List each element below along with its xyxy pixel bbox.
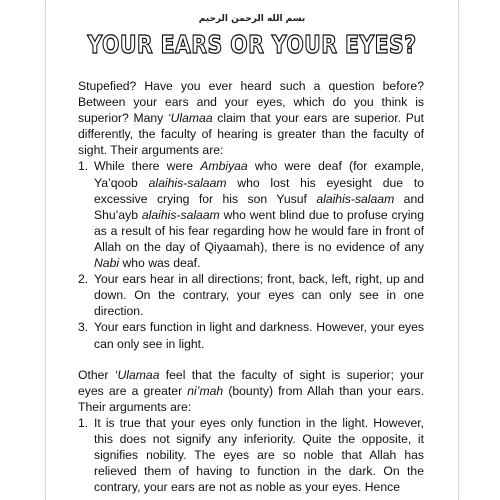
list-text: who was deaf. (119, 256, 201, 271)
list-text: who lost his eyesight due to excessive crying for his son Yusuf (94, 175, 424, 206)
eyes-arguments-list (78, 415, 424, 495)
list-number: 3. (78, 320, 89, 335)
list-text: who went blind due to profuse crying as a result of his fear regarding how he would fare in front of Allah on the day of Qiyaamah), there is no evidence of any (94, 207, 424, 254)
list-italic-term: Nabi (94, 256, 120, 271)
list-text: Your ears hear in all directions; front, back, left, right, up and down. On the contrary, your eyes can only see in one direction. (94, 272, 424, 319)
list-item (78, 158, 424, 271)
intro-text: Stupefied? Have you ever heard such a question before? Between your ears and your eyes, which do you think is superior? Many (78, 79, 424, 126)
intro-text-end: claim that your ears are superior. Put differently, the faculty of hearing is greater than the faculty of sight. Their arguments are: (78, 111, 424, 158)
bismillah-heading: بسم الله الرحمن الرحيم (198, 14, 306, 24)
list-text: While there were (94, 159, 201, 174)
list-text: Your ears function in light and darkness. However, your eyes can only see in light. (94, 320, 424, 351)
list-italic-term: alaihis-salaam (316, 191, 395, 206)
list-item (78, 319, 424, 351)
list-item (78, 415, 424, 495)
second-text: feel that the faculty of sight is superior; your eyes are a greater (78, 367, 424, 398)
intro-paragraph (78, 78, 424, 158)
second-italic-term: ‘Ulamaa (114, 367, 160, 382)
document-page (45, 0, 459, 500)
second-italic-term: ni’mah (187, 383, 224, 398)
list-item (78, 271, 424, 319)
list-text: It is true that your eyes only function in the light. However, this does not signify any inferiority. Quite the opposite, it signifies nobility. The eyes are so noble that Allah has relieved them of having to function in the dark. On the contrary, your ears are not as noble as your eyes. Hence (94, 415, 424, 495)
list-number: 1. (78, 415, 89, 430)
list-italic-term: Ambiyaa (200, 159, 248, 174)
article-body (78, 78, 424, 495)
second-text: (bounty) from Allah than your ears. Their arguments are: (78, 383, 425, 414)
second-paragraph (78, 367, 424, 415)
list-number: 2. (78, 272, 89, 287)
paragraph-spacer (78, 352, 424, 367)
list-italic-term: alaihis-salaam (148, 175, 227, 190)
intro-italic-term: ‘Ulamaa (167, 111, 213, 126)
list-text: and Shu’ayb (94, 191, 424, 222)
page-title: YOUR EARS OR YOUR EYES? (87, 30, 417, 59)
list-text: who were deaf (for example, Ya’qoob (94, 159, 424, 190)
second-text: Other (78, 367, 115, 382)
ears-arguments-list (78, 158, 424, 351)
list-number: 1. (78, 159, 89, 174)
list-italic-term: alaihis-salaam (141, 207, 220, 222)
